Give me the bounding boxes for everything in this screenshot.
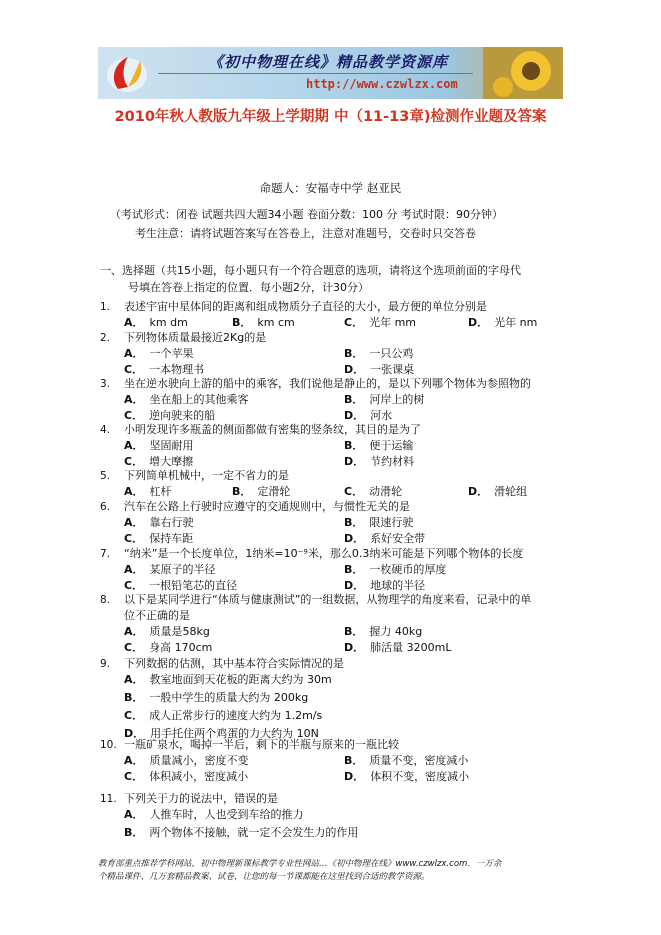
option-c: [124, 579, 237, 593]
option-d: [344, 770, 469, 784]
option-text: 一根铅笔芯的直径: [149, 578, 238, 592]
option-a: [124, 316, 188, 330]
option-text: 便于运输: [369, 439, 414, 452]
option-label: C．: [124, 769, 144, 783]
question-number: 6.: [100, 501, 111, 513]
option-text: km cm: [257, 316, 295, 329]
option-c: [124, 709, 322, 723]
option-a: [124, 808, 304, 822]
notice: 考生注意：请将试题答案写在答卷上，注意对准题号，交卷时只交答卷: [135, 227, 476, 240]
option-text: 动滑轮: [369, 485, 403, 498]
option-b: [344, 347, 413, 361]
option-text: 河水: [370, 408, 393, 422]
option-a: [124, 485, 172, 499]
option-c: [124, 363, 204, 377]
option-text: 系好安全带: [370, 531, 426, 545]
option-text: 坚固耐用: [149, 439, 194, 452]
option-b: [344, 754, 468, 768]
banner-url[interactable]: http://www.czwlzx.com: [306, 77, 458, 91]
option-label: A．: [124, 485, 144, 498]
option-label: D．: [344, 769, 365, 783]
option-b: [344, 439, 413, 453]
option-label: A．: [124, 808, 144, 821]
option-a: [124, 439, 194, 453]
option-text: 一枚硬币的厚度: [369, 563, 447, 576]
option-text: 用手托住两个鸡蛋的力大约为 10N: [150, 727, 319, 740]
question-text-cont: 位不正确的是: [124, 609, 190, 622]
option-text: 滑轮组: [494, 485, 528, 498]
option-label: B．: [344, 393, 364, 406]
option-d: [344, 455, 414, 469]
question-text: 小明发现许多瓶盖的侧面都做有密集的竖条纹，其目的是为了: [124, 423, 421, 436]
option-text: 质量是58kg: [149, 625, 210, 638]
option-text: 节约材料: [370, 454, 415, 468]
option-label: A．: [124, 347, 144, 360]
question-number: 4.: [100, 424, 111, 436]
option-text: 光年 nm: [494, 316, 538, 329]
question-text: 下列简单机械中，一定不省力的是: [124, 469, 289, 482]
option-d: [344, 579, 425, 593]
option-label: D．: [344, 454, 365, 468]
option-label: B．: [344, 347, 364, 360]
option-label: A．: [124, 439, 144, 452]
option-label: C．: [124, 531, 144, 545]
option-d: [468, 485, 527, 499]
question-number: 2.: [100, 332, 111, 344]
option-label: A．: [124, 316, 144, 329]
option-text: 地球的半径: [370, 578, 426, 592]
option-label: C．: [124, 578, 144, 592]
option-c: [124, 532, 193, 546]
option-text: 一本物理书: [149, 362, 205, 376]
exam-info: （考试形式：闭卷 试题共四大题34小题 卷面分数：100 分 考试时限：90分钟）: [110, 208, 503, 221]
option-a: [124, 393, 249, 407]
question-number: 5.: [100, 470, 111, 482]
option-b: [232, 485, 290, 499]
option-a: [124, 625, 210, 639]
question-text: 表述宇宙中星体间的距离和组成物质分子直径的大小，最方便的单位分别是: [124, 300, 487, 313]
header-banner: [98, 47, 563, 99]
option-a: [124, 347, 194, 361]
option-label: B．: [232, 316, 252, 329]
footer-line-1: 教育部重点推荐学科网站，初中物理新课标教学专业性网站…《初中物理在线》www.czwlzx.com．一万余: [98, 859, 502, 869]
option-text: 肺活量 3200mL: [370, 640, 452, 654]
option-text: 坐在船上的其他乘客: [149, 393, 249, 406]
option-text: 教室地面到天花板的距离大约为 30m: [149, 673, 332, 686]
option-label: D．: [344, 531, 365, 545]
option-text: 定滑轮: [257, 485, 291, 498]
sunflower-icon: [483, 47, 563, 99]
option-b: [124, 826, 358, 840]
option-label: C．: [124, 709, 144, 722]
option-text: 身高 170cm: [149, 640, 213, 654]
option-label: D．: [344, 408, 365, 422]
question-number: 1.: [100, 301, 111, 313]
option-a: [124, 563, 216, 577]
option-text: 成人正常步行的速度大约为 1.2m/s: [149, 709, 323, 722]
option-text: 质量不变，密度减小: [369, 754, 469, 767]
question-number: 9.: [100, 658, 111, 670]
section-heading: 一、选择题（共15小题，每小题只有一个符合题意的选项，请将这个选项前面的字母代: [100, 264, 521, 277]
option-b: [344, 393, 424, 407]
option-text: 握力 40kg: [369, 625, 423, 638]
question-number: 11.: [100, 793, 117, 805]
option-d: [344, 409, 392, 423]
option-label: A．: [124, 754, 144, 767]
footer-line-2: 个精品课件、几万套精品教案、试卷，让您的每一节课都能在这里找到合适的教学资源。: [98, 872, 430, 882]
option-label: B．: [344, 516, 364, 529]
option-d: [468, 316, 537, 330]
option-b: [124, 691, 308, 705]
option-b: [232, 316, 295, 330]
option-text: 保持车距: [149, 531, 194, 545]
section-heading-cont: 号填在答卷上指定的位置．每小题2分，计30分）: [128, 281, 369, 294]
option-label: A．: [124, 625, 144, 638]
option-label: B．: [344, 563, 364, 576]
option-b: [344, 625, 422, 639]
option-label: C．: [344, 485, 364, 498]
option-b: [344, 563, 446, 577]
option-label: B．: [344, 754, 364, 767]
question-text: 汽车在公路上行驶时应遵守的交通规则中，与惯性无关的是: [124, 500, 410, 513]
question-text: 下列关于力的说法中，错误的是: [124, 792, 278, 805]
option-text: 体积减小，密度减小: [149, 769, 249, 783]
option-d: [344, 641, 451, 655]
option-label: D．: [344, 362, 365, 376]
option-label: C．: [344, 316, 364, 329]
option-label: A．: [124, 516, 144, 529]
option-label: C．: [124, 454, 144, 468]
question-number: 8.: [100, 594, 111, 606]
question-number: 10.: [100, 739, 117, 751]
logo-icon: [104, 51, 150, 95]
option-d: [344, 532, 425, 546]
option-text: 靠右行驶: [149, 516, 194, 529]
question-text: 下列数据的估测，其中基本符合实际情况的是: [124, 657, 344, 670]
option-label: B．: [232, 485, 252, 498]
question-number: 3.: [100, 378, 111, 390]
option-c: [344, 316, 416, 330]
option-label: C．: [124, 362, 144, 376]
option-c: [124, 641, 212, 655]
banner-rule: [158, 73, 473, 74]
option-text: 质量减小，密度不变: [149, 754, 249, 767]
option-text: 限速行驶: [369, 516, 414, 529]
option-text: 河岸上的树: [369, 393, 425, 406]
option-text: 人推车时，人也受到车给的推力: [149, 808, 304, 821]
option-text: 增大摩擦: [149, 454, 194, 468]
option-text: 逆向驶来的船: [149, 408, 216, 422]
question-text: 以下是某同学进行“体质与健康测试”的一组数据，从物理学的角度来看，记录中的单: [124, 593, 532, 606]
option-text: km dm: [149, 316, 188, 329]
option-c: [124, 770, 248, 784]
option-text: 某原子的半径: [149, 563, 216, 576]
option-label: C．: [124, 640, 144, 654]
option-label: B．: [344, 625, 364, 638]
option-label: D．: [124, 727, 145, 740]
option-text: 一只公鸡: [369, 347, 414, 360]
option-label: B．: [344, 439, 364, 452]
option-label: C．: [124, 408, 144, 422]
option-label: A．: [124, 673, 144, 686]
option-text: 光年 mm: [369, 316, 417, 329]
option-label: D．: [344, 640, 365, 654]
option-label: B．: [124, 691, 144, 704]
question-number: 7.: [100, 548, 111, 560]
option-label: A．: [124, 563, 144, 576]
option-c: [124, 409, 215, 423]
question-text: 坐在逆水驶向上游的船中的乘客，我们说他是静止的，是以下列哪个物体为参照物的: [124, 377, 531, 390]
option-text: 两个物体不接触，就一定不会发生力的作用: [149, 826, 359, 839]
option-text: 体积不变，密度减小: [370, 769, 470, 783]
banner-title: 《初中物理在线》精品教学资源库: [208, 53, 449, 71]
option-a: [124, 673, 332, 687]
option-text: 杠杆: [149, 485, 172, 498]
option-label: D．: [344, 578, 365, 592]
option-c: [344, 485, 402, 499]
option-a: [124, 516, 194, 530]
option-b: [344, 516, 413, 530]
option-a: [124, 754, 249, 768]
question-text: “纳米”是一个长度单位，1纳米=10⁻⁹米，那么0.3纳米可能是下列哪个物体的长度: [124, 547, 524, 560]
option-d: [344, 363, 414, 377]
option-text: 一般中学生的质量大约为 200kg: [149, 691, 309, 704]
question-text: 下列物体质量最接近2Kg的是: [124, 331, 267, 344]
option-label: A．: [124, 393, 144, 406]
option-label: D．: [468, 485, 489, 498]
option-text: 一个苹果: [149, 347, 194, 360]
author-line: 命题人：安福寺中学 赵亚民: [259, 181, 402, 195]
option-text: 一张课桌: [370, 362, 415, 376]
document-title: 2010年秋人教版九年级上学期期 中（11-13章)检测作业题及答案: [114, 109, 547, 125]
question-text: 一瓶矿泉水，喝掉一半后，剩下的半瓶与原来的一瓶比较: [124, 738, 399, 751]
option-label: B．: [124, 826, 144, 839]
option-c: [124, 455, 193, 469]
option-label: D．: [468, 316, 489, 329]
